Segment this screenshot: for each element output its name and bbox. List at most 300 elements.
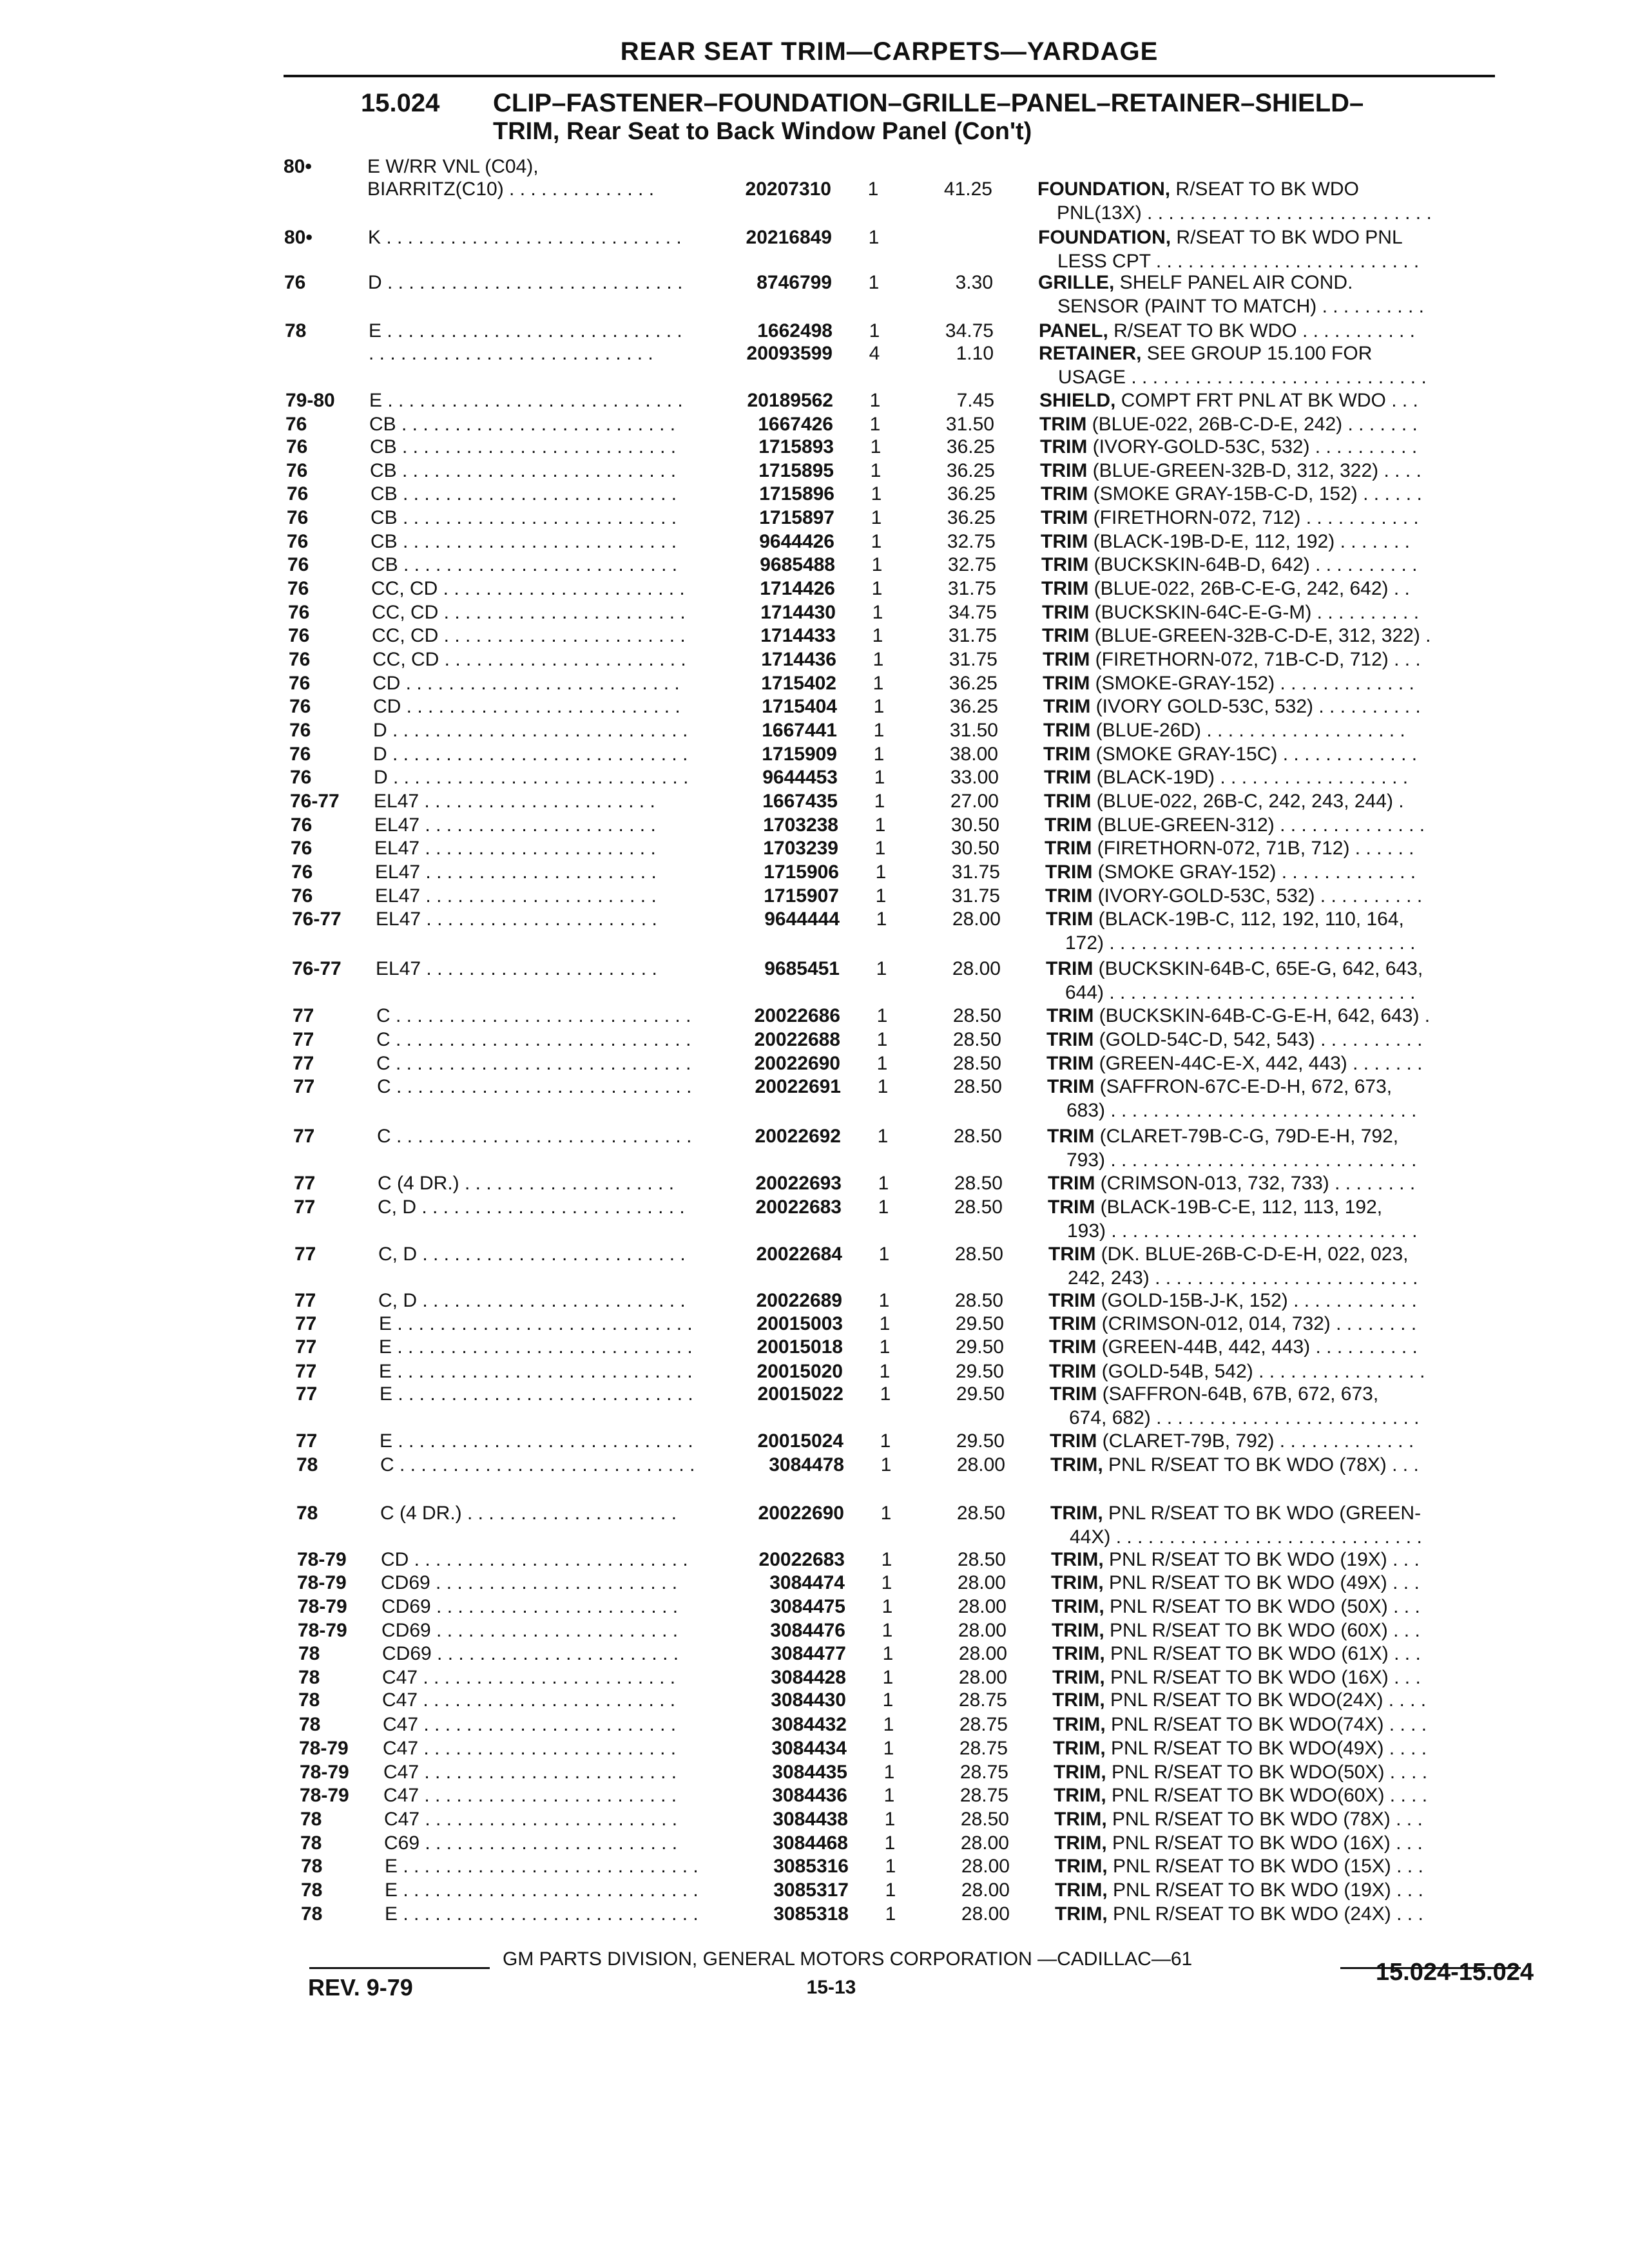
- quantity-cell: 1: [869, 390, 881, 411]
- quantity-cell: 1: [878, 1244, 890, 1265]
- description-cell: [1051, 1548, 1515, 1571]
- description-text: (BLUE-26D) . . . . . . . . . . . . . . . . . . .: [1090, 720, 1405, 741]
- price-cell: 28.75: [959, 1762, 1008, 1783]
- description-cell: [1043, 718, 1507, 742]
- model-cell: E . . . . . . . . . . . . . . . . . . . . . . . . . . . .: [369, 320, 682, 341]
- description-text: (CLARET-79B, 792) . . . . . . . . . . . . .: [1097, 1430, 1414, 1452]
- description-cell: [1049, 1360, 1513, 1383]
- year-cell: 76: [287, 531, 309, 552]
- description-keyword: TRIM,: [1054, 1832, 1107, 1854]
- description-continuation: 193) . . . . . . . . . . . . . . . . . . . . . . . . . . . . .: [1067, 1220, 1418, 1242]
- year-cell: 77: [294, 1196, 316, 1218]
- year-cell: 76: [289, 696, 311, 717]
- price-cell: 28.75: [959, 1714, 1008, 1735]
- year-cell: 78: [299, 1714, 321, 1735]
- price-cell: 28.50: [952, 1005, 1001, 1026]
- price-cell: 29.50: [955, 1361, 1004, 1382]
- model-cell: K . . . . . . . . . . . . . . . . . . . . . . . . . . . .: [368, 227, 682, 248]
- description-cell: [1042, 624, 1506, 648]
- description-text: (GOLD-54C-D, 542, 543) . . . . . . . . . .: [1094, 1029, 1423, 1050]
- description-keyword: FOUNDATION,: [1037, 178, 1171, 200]
- description-keyword: TRIM: [1041, 483, 1088, 505]
- description-text: PNL R/SEAT TO BK WDO (19X) . . .: [1107, 1879, 1423, 1901]
- description-keyword: TRIM: [1049, 1336, 1097, 1358]
- description-text: (BUCKSKIN-64B-C-G-E-H, 642, 643) .: [1094, 1005, 1431, 1026]
- description-text: (SMOKE-GRAY-152) . . . . . . . . . . . . .: [1090, 673, 1414, 694]
- part-number-cell: 20022684: [756, 1244, 842, 1265]
- description-keyword: TRIM: [1046, 1005, 1094, 1026]
- year-cell: 77: [293, 1126, 315, 1147]
- part-number-cell: 3084468: [773, 1832, 848, 1854]
- quantity-cell: 1: [874, 838, 886, 859]
- description-cell: [1041, 506, 1505, 530]
- part-number-cell: 1714430: [760, 602, 836, 623]
- price-cell: 28.50: [953, 1126, 1002, 1147]
- quantity-cell: 1: [883, 1714, 894, 1735]
- description-text: SHELF PANEL AIR COND.: [1114, 272, 1353, 293]
- part-number-cell: 20022683: [755, 1196, 842, 1218]
- description-cell: [1043, 695, 1507, 718]
- quantity-cell: 1: [879, 1361, 891, 1382]
- part-number-cell: 3084477: [771, 1643, 846, 1664]
- year-cell: 76: [288, 602, 310, 623]
- description-cell: [1040, 435, 1504, 459]
- description-keyword: FOUNDATION,: [1038, 227, 1171, 248]
- description-cell: [1048, 1289, 1512, 1312]
- quantity-cell: 1: [868, 227, 880, 248]
- quantity-cell: 1: [872, 625, 883, 646]
- model-cell: C, D . . . . . . . . . . . . . . . . . . . . . . . . .: [378, 1290, 686, 1311]
- part-number-cell: 20022688: [754, 1029, 840, 1050]
- part-number-cell: 1715404: [762, 696, 837, 717]
- quantity-cell: 1: [868, 272, 880, 293]
- model-cell: CC, CD . . . . . . . . . . . . . . . . . . . . . . .: [372, 602, 686, 623]
- description-text: PNL R/SEAT TO BK WDO (15X) . . .: [1107, 1856, 1423, 1877]
- part-number-cell: 3084438: [773, 1809, 848, 1830]
- part-number-cell: 1714433: [760, 625, 836, 646]
- model-cell: CD . . . . . . . . . . . . . . . . . . . . . . . . . .: [373, 696, 680, 717]
- description-cell: [1043, 648, 1507, 671]
- description-keyword: TRIM: [1040, 460, 1088, 481]
- description-cell: [1047, 1124, 1511, 1148]
- part-number-cell: 3084478: [769, 1454, 844, 1475]
- price-cell: 31.75: [951, 885, 1000, 907]
- price-cell: 28.50: [954, 1244, 1003, 1265]
- part-number-cell: 20022683: [758, 1549, 845, 1570]
- model-cell: E . . . . . . . . . . . . . . . . . . . . . . . . . . . .: [380, 1383, 693, 1405]
- year-cell: 76: [291, 885, 313, 907]
- description-keyword: PANEL,: [1039, 320, 1108, 341]
- description-cell: [1052, 1688, 1516, 1712]
- description-text: (BUCKSKIN-64C-E-G-M) . . . . . . . . . .: [1089, 602, 1420, 623]
- description-cell: [1046, 1052, 1510, 1075]
- year-cell: 76-77: [292, 958, 342, 979]
- quantity-cell: 1: [885, 1903, 896, 1925]
- description-text: (SAFFRON-64B, 67B, 672, 673,: [1097, 1383, 1379, 1405]
- description-keyword: TRIM,: [1051, 1572, 1104, 1593]
- part-number-cell: 20015003: [757, 1313, 843, 1334]
- parts-row: [296, 1453, 1534, 1501]
- description-text: PNL R/SEAT TO BK WDO (16X) . . .: [1106, 1832, 1423, 1854]
- year-cell: 78: [298, 1689, 320, 1711]
- description-cell: [1045, 836, 1509, 860]
- model-cell: E . . . . . . . . . . . . . . . . . . . . . . . . . . . .: [385, 1856, 699, 1877]
- description-cell: [1052, 1619, 1516, 1642]
- parts-row: [296, 1501, 1534, 1549]
- part-number-cell: 9644453: [762, 767, 838, 788]
- description-text: PNL R/SEAT TO BK WDO (19X) . . .: [1103, 1549, 1420, 1570]
- part-number-cell: 1715909: [762, 744, 837, 765]
- price-cell: 33.00: [950, 767, 999, 788]
- model-cell: C (4 DR.) . . . . . . . . . . . . . . . . . . . .: [378, 1173, 675, 1194]
- model-cell: C47 . . . . . . . . . . . . . . . . . . . . . . . .: [382, 1667, 676, 1688]
- quantity-cell: 1: [881, 1549, 892, 1570]
- price-cell: 28.00: [958, 1620, 1007, 1641]
- description-cell: [1048, 1242, 1512, 1266]
- quantity-cell: 1: [876, 1053, 888, 1074]
- model-cell: EL47 . . . . . . . . . . . . . . . . . . . . . .: [375, 861, 657, 883]
- quantity-cell: 1: [877, 1076, 889, 1097]
- description-cell: [1044, 765, 1508, 789]
- year-cell: 78-79: [297, 1549, 347, 1570]
- part-number-cell: 1715893: [758, 436, 834, 457]
- description-keyword: TRIM: [1041, 531, 1088, 552]
- quantity-cell: 1: [879, 1336, 891, 1358]
- part-number-cell: 1667435: [762, 791, 838, 812]
- part-number-cell: 1715896: [759, 483, 834, 505]
- description-keyword: TRIM: [1045, 838, 1092, 859]
- description-continuation: 644) . . . . . . . . . . . . . . . . . . . . . . . . . . . . .: [1065, 982, 1416, 1003]
- year-cell: 77: [295, 1313, 317, 1334]
- parts-row: [292, 957, 1529, 1004]
- description-cell: [1038, 226, 1502, 249]
- description-cell: [1050, 1453, 1514, 1477]
- price-cell: 28.00: [961, 1903, 1010, 1925]
- model-cell: C47 . . . . . . . . . . . . . . . . . . . . . . . .: [383, 1785, 677, 1806]
- description-text: (GREEN-44B, 442, 443) . . . . . . . . . .: [1096, 1336, 1418, 1358]
- price-cell: 28.50: [953, 1076, 1002, 1097]
- price-cell: 28.50: [952, 1053, 1001, 1074]
- price-cell: 31.75: [951, 861, 1000, 883]
- year-cell: 76: [291, 861, 313, 883]
- model-cell: C . . . . . . . . . . . . . . . . . . . . . . . . . . . .: [376, 1029, 691, 1050]
- description-cell: [1052, 1595, 1516, 1619]
- quantity-cell: 1: [874, 791, 885, 812]
- year-cell: 76: [287, 507, 309, 528]
- part-number-cell: 9644426: [759, 531, 834, 552]
- description-keyword: TRIM,: [1052, 1596, 1104, 1617]
- parts-row: [293, 1124, 1530, 1172]
- description-cell: [1054, 1807, 1518, 1831]
- price-cell: 32.75: [947, 554, 996, 575]
- year-cell: 76: [287, 578, 309, 599]
- description-cell: [1055, 1854, 1519, 1878]
- year-cell: 76: [287, 483, 309, 505]
- quantity-cell: 1: [875, 861, 887, 883]
- year-cell: 76: [284, 272, 306, 293]
- part-number-cell: 20022692: [755, 1126, 841, 1147]
- description-text: PNL R/SEAT TO BK WDO (49X) . . .: [1103, 1572, 1420, 1593]
- part-number-cell: 3084476: [770, 1620, 845, 1641]
- year-cell: 78-79: [299, 1738, 349, 1759]
- description-text: (BLACK-19B-C, 112, 192, 110, 164,: [1093, 908, 1404, 930]
- model-cell: C69 . . . . . . . . . . . . . . . . . . . . . . . .: [384, 1832, 678, 1854]
- price-cell: 31.50: [945, 414, 994, 435]
- model-cell: EL47 . . . . . . . . . . . . . . . . . . . . . .: [375, 885, 657, 907]
- part-number-cell: 3085316: [773, 1856, 849, 1877]
- year-cell: 76: [286, 436, 308, 457]
- description-text: PNL R/SEAT TO BK WDO(24X) . . . .: [1104, 1689, 1427, 1711]
- description-text: (FIRETHORN-072, 71B, 712) . . . . . .: [1092, 838, 1414, 859]
- description-cell: [1039, 389, 1503, 412]
- description-keyword: TRIM,: [1052, 1643, 1105, 1664]
- description-text: (FIRETHORN-072, 71B-C-D, 712) . . .: [1090, 649, 1421, 670]
- footer-revision: REV. 9-79: [308, 1974, 413, 2001]
- quantity-cell: 4: [869, 343, 880, 364]
- quantity-cell: 1: [869, 414, 881, 435]
- description-text: (SMOKE GRAY-15C) . . . . . . . . . . . . .: [1090, 744, 1418, 765]
- description-keyword: TRIM: [1043, 696, 1091, 717]
- quantity-cell: 1: [870, 460, 882, 481]
- part-number-cell: 20015022: [757, 1383, 843, 1405]
- description-cell: [1045, 860, 1509, 884]
- description-keyword: TRIM: [1039, 414, 1087, 435]
- description-keyword: TRIM: [1046, 908, 1094, 930]
- quantity-cell: 1: [876, 1005, 888, 1026]
- quantity-cell: 1: [876, 1029, 888, 1050]
- model-cell: E . . . . . . . . . . . . . . . . . . . . . . . . . . . .: [379, 1313, 693, 1334]
- price-cell: 36.25: [947, 507, 996, 528]
- year-cell: 78-79: [300, 1785, 349, 1806]
- price-cell: 28.75: [958, 1689, 1007, 1711]
- part-number-cell: 3084475: [770, 1596, 845, 1617]
- year-cell: 78: [298, 1667, 320, 1688]
- model-cell: BIARRITZ(C10) . . . . . . . . . . . . . .: [367, 178, 655, 200]
- description-continuation: 793) . . . . . . . . . . . . . . . . . . . . . . . . . . . . .: [1066, 1149, 1417, 1171]
- year-cell: 80•: [284, 227, 313, 248]
- description-continuation: 674, 682) . . . . . . . . . . . . . . . . . . . . . . . . .: [1069, 1407, 1420, 1428]
- model-cell: CD69 . . . . . . . . . . . . . . . . . . . . . . .: [381, 1572, 678, 1593]
- description-cell: [1046, 1004, 1510, 1028]
- description-cell: [1054, 1760, 1518, 1784]
- price-cell: 28.00: [952, 908, 1001, 930]
- description-cell: [1039, 319, 1503, 343]
- description-keyword: TRIM: [1049, 1361, 1097, 1382]
- description-text: PNL R/SEAT TO BK WDO (16X) . . .: [1104, 1667, 1421, 1688]
- description-cell: [1049, 1312, 1513, 1336]
- description-text: (BUCKSKIN-64B-D, 642) . . . . . . . . . .: [1088, 554, 1418, 575]
- part-number-cell: 20022690: [754, 1053, 840, 1074]
- part-number-cell: 1703238: [763, 814, 838, 836]
- price-cell: 28.00: [961, 1879, 1010, 1901]
- description-continuation: LESS CPT . . . . . . . . . . . . . . . . . . . . . . . . .: [1057, 251, 1420, 272]
- description-cell: [1046, 957, 1510, 981]
- description-keyword: TRIM: [1043, 649, 1090, 670]
- part-number-cell: 3084430: [771, 1689, 846, 1711]
- part-number-cell: 1714436: [761, 649, 836, 670]
- part-number-cell: 9644444: [764, 908, 840, 930]
- quantity-cell: 1: [871, 483, 882, 505]
- description-continuation: 242, 243) . . . . . . . . . . . . . . . . . . . . . . . . .: [1068, 1267, 1418, 1289]
- description-text: PNL R/SEAT TO BK WDO (78X) . . .: [1106, 1809, 1423, 1830]
- description-cell: [1053, 1713, 1517, 1736]
- year-cell: 76: [289, 649, 311, 670]
- description-continuation: 44X) . . . . . . . . . . . . . . . . . . . . . . . . . . . . .: [1070, 1526, 1422, 1548]
- price-cell: 31.75: [948, 625, 997, 646]
- part-number-cell: 3084436: [772, 1785, 847, 1806]
- description-cell: [1050, 1429, 1514, 1453]
- model-cell: C47 . . . . . . . . . . . . . . . . . . . . . . . .: [382, 1689, 676, 1711]
- description-keyword: TRIM: [1049, 1313, 1097, 1334]
- description-text: (BLACK-19D) . . . . . . . . . . . . . . . . . .: [1091, 767, 1409, 788]
- year-cell: 76-77: [292, 908, 342, 930]
- year-cell: 76: [289, 673, 311, 694]
- description-keyword: TRIM: [1046, 958, 1094, 979]
- quantity-cell: 1: [872, 673, 884, 694]
- description-keyword: TRIM,: [1050, 1454, 1103, 1475]
- model-cell: C (4 DR.) . . . . . . . . . . . . . . . . . . . .: [380, 1503, 677, 1524]
- model-cell: C . . . . . . . . . . . . . . . . . . . . . . . . . . . .: [377, 1126, 692, 1147]
- price-cell: 29.50: [956, 1430, 1005, 1452]
- description-cell: [1044, 789, 1508, 813]
- description-continuation: 172) . . . . . . . . . . . . . . . . . . . . . . . . . . . . .: [1065, 932, 1416, 954]
- description-text: (GREEN-44C-E-X, 442, 443) . . . . . . .: [1094, 1053, 1423, 1074]
- footer-rule-left: [309, 1967, 490, 1969]
- part-number-cell: 20189562: [747, 390, 833, 411]
- part-number-cell: 20093599: [746, 343, 833, 364]
- parts-row: [294, 1195, 1531, 1243]
- description-cell: [1046, 907, 1510, 931]
- model-cell: CC, CD . . . . . . . . . . . . . . . . . . . . . . .: [371, 578, 685, 599]
- price-cell: 28.50: [952, 1029, 1001, 1050]
- description-continuation: SENSOR (PAINT TO MATCH) . . . . . . . . . .: [1057, 296, 1424, 317]
- year-cell: 77: [294, 1290, 316, 1311]
- model-cell: CB . . . . . . . . . . . . . . . . . . . . . . . . . .: [370, 460, 677, 481]
- footer-corporation: GM PARTS DIVISION, GENERAL MOTORS CORPORATION —CADILLAC—61: [503, 1948, 1193, 1970]
- description-cell: [1046, 1028, 1510, 1052]
- description-keyword: TRIM: [1042, 625, 1090, 646]
- part-number-cell: 1667426: [758, 414, 833, 435]
- price-cell: 36.25: [946, 460, 995, 481]
- description-keyword: TRIM: [1046, 1053, 1094, 1074]
- description-text: COMPT FRT PNL AT BK WDO . . .: [1115, 390, 1418, 411]
- description-keyword: TRIM,: [1053, 1714, 1106, 1735]
- price-cell: 36.25: [946, 436, 995, 457]
- year-cell: 78: [298, 1643, 320, 1664]
- year-cell: 78-79: [298, 1596, 347, 1617]
- part-number-cell: 3085318: [773, 1903, 849, 1925]
- description-continuation: USAGE . . . . . . . . . . . . . . . . . . . . . . . . . . . .: [1058, 367, 1427, 388]
- year-cell: 76: [287, 554, 309, 575]
- description-keyword: TRIM: [1043, 673, 1090, 694]
- description-keyword: TRIM: [1050, 1383, 1097, 1405]
- description-keyword: TRIM: [1048, 1244, 1096, 1265]
- quantity-cell: 1: [882, 1667, 894, 1688]
- year-cell: 76: [291, 814, 313, 836]
- model-cell: C . . . . . . . . . . . . . . . . . . . . . . . . . . . .: [380, 1454, 695, 1475]
- model-cell: CB . . . . . . . . . . . . . . . . . . . . . . . . . .: [371, 554, 678, 575]
- quantity-cell: 1: [880, 1383, 891, 1405]
- description-keyword: TRIM,: [1050, 1503, 1103, 1524]
- model-cell: C47 . . . . . . . . . . . . . . . . . . . . . . . .: [384, 1809, 678, 1830]
- quantity-cell: 1: [874, 814, 886, 836]
- quantity-cell: 1: [876, 908, 887, 930]
- year-cell: 76-77: [290, 791, 340, 812]
- description-text: (SMOKE GRAY-152) . . . . . . . . . . . . .: [1092, 861, 1416, 883]
- price-cell: 28.50: [954, 1290, 1003, 1311]
- model-cell: CC, CD . . . . . . . . . . . . . . . . . . . . . . .: [372, 625, 686, 646]
- quantity-cell: 1: [871, 578, 883, 599]
- description-text: (CRIMSON-013, 732, 733) . . . . . . . .: [1095, 1173, 1416, 1194]
- description-cell: [1048, 1195, 1512, 1219]
- quantity-cell: 1: [875, 885, 887, 907]
- part-number-cell: 3084432: [771, 1714, 847, 1735]
- part-number-cell: 1715402: [761, 673, 836, 694]
- model-cell: E . . . . . . . . . . . . . . . . . . . . . . . . . . . .: [385, 1903, 699, 1925]
- description-keyword: TRIM,: [1054, 1762, 1106, 1783]
- footer-page-number: 15-13: [806, 1977, 856, 1998]
- description-text: (BUCKSKIN-64B-C, 65E-G, 642, 643,: [1093, 958, 1423, 979]
- model-cell: E . . . . . . . . . . . . . . . . . . . . . . . . . . . .: [385, 1879, 699, 1901]
- part-number-cell: 1667441: [762, 720, 837, 741]
- description-keyword: TRIM: [1041, 578, 1089, 599]
- quantity-cell: 1: [885, 1879, 896, 1901]
- description-text: (GOLD-15B-J-K, 152) . . . . . . . . . . . .: [1095, 1290, 1417, 1311]
- price-cell: 28.00: [958, 1643, 1007, 1664]
- quantity-cell: 1: [880, 1430, 891, 1452]
- description-text: R/SEAT TO BK WDO: [1170, 178, 1359, 200]
- quantity-cell: 1: [873, 744, 885, 765]
- description-keyword: TRIM,: [1052, 1620, 1104, 1641]
- model-cell: E . . . . . . . . . . . . . . . . . . . . . . . . . . . .: [369, 390, 683, 411]
- parts-row: [294, 1242, 1532, 1290]
- parts-row: [296, 1382, 1533, 1430]
- year-cell: 78-79: [298, 1620, 347, 1641]
- description-cell: [1052, 1666, 1516, 1689]
- price-cell: 36.25: [949, 673, 998, 694]
- year-cell: 78: [301, 1856, 323, 1877]
- price-cell: 30.50: [950, 814, 999, 836]
- description-keyword: TRIM: [1050, 1430, 1097, 1452]
- description-keyword: TRIM: [1048, 1173, 1095, 1194]
- price-cell: 28.50: [957, 1549, 1006, 1570]
- part-number-cell: 20022690: [758, 1503, 844, 1524]
- part-number-cell: 20216849: [746, 227, 832, 248]
- part-number-cell: 9685488: [760, 554, 835, 575]
- year-cell: 78: [285, 320, 307, 341]
- year-cell: 77: [293, 1029, 314, 1050]
- description-keyword: TRIM: [1041, 507, 1088, 528]
- quantity-cell: 1: [873, 696, 885, 717]
- description-cell: [1039, 341, 1503, 365]
- quantity-cell: 1: [881, 1572, 892, 1593]
- quantity-cell: 1: [884, 1832, 896, 1854]
- price-cell: 36.25: [947, 483, 996, 505]
- part-number-cell: 9685451: [764, 958, 840, 979]
- model-cell: C, D . . . . . . . . . . . . . . . . . . . . . . . . .: [378, 1244, 686, 1265]
- part-number-cell: 20022686: [754, 1005, 840, 1026]
- description-cell: [1052, 1642, 1516, 1666]
- part-number-cell: 1715895: [758, 460, 834, 481]
- model-cell: . . . . . . . . . . . . . . . . . . . . . . . . . . .: [369, 343, 653, 364]
- model-cell: D . . . . . . . . . . . . . . . . . . . . . . . . . . . .: [373, 744, 688, 765]
- description-text: PNL R/SEAT TO BK WDO (24X) . . .: [1107, 1903, 1423, 1925]
- part-number-cell: 20022693: [755, 1173, 842, 1194]
- year-cell: 78: [301, 1903, 323, 1925]
- year-cell: 77: [295, 1361, 317, 1382]
- part-number-cell: 20022689: [756, 1290, 842, 1311]
- model-cell: D . . . . . . . . . . . . . . . . . . . . . . . . . . . .: [373, 720, 688, 741]
